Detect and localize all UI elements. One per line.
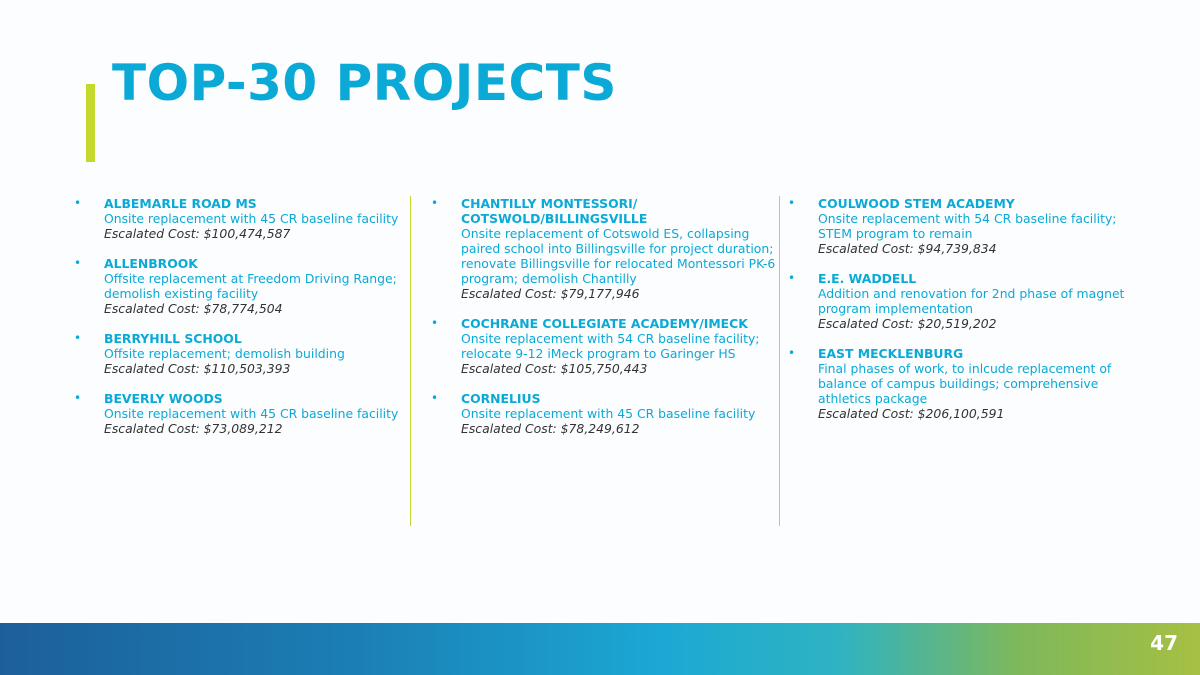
project-cost: Escalated Cost: $79,177,946: [461, 286, 640, 301]
project-cost: Escalated Cost: $20,519,202: [818, 316, 997, 331]
bullet-icon: •: [788, 271, 796, 285]
bullet-icon: •: [74, 331, 82, 345]
project-item: [431, 391, 779, 436]
bullet-icon: •: [74, 391, 82, 405]
project-item: [74, 391, 410, 436]
project-name: EAST MECKLENBURG: [818, 346, 964, 361]
project-name: BEVERLY WOODS: [104, 391, 223, 406]
project-name: BERRYHILL SCHOOL: [104, 331, 242, 346]
footer-gradient-band: [0, 623, 1200, 675]
bullet-icon: •: [788, 346, 796, 360]
project-item: [74, 196, 410, 241]
project-cost: Escalated Cost: $105,750,443: [461, 361, 648, 376]
project-description: Offsite replacement at Freedom Driving Range; demolish existing facility: [104, 271, 397, 301]
project-description: Onsite replacement with 54 CR baseline facility; STEM program to remain: [818, 211, 1117, 241]
project-column-1: [74, 196, 410, 451]
project-item: [74, 331, 410, 376]
project-cost: Escalated Cost: $73,089,212: [104, 421, 283, 436]
bullet-icon: •: [431, 196, 439, 210]
project-name: ALBEMARLE ROAD MS: [104, 196, 257, 211]
project-item: [431, 316, 779, 376]
project-item: [788, 346, 1129, 421]
project-name: CHANTILLY MONTESSORI/ COTSWOLD/BILLINGSVILLE: [461, 196, 648, 226]
project-description: Addition and renovation for 2nd phase of magnet program implementation: [818, 286, 1125, 316]
project-cost: Escalated Cost: $110,503,393: [104, 361, 291, 376]
project-name: CORNELIUS: [461, 391, 541, 406]
project-item: [74, 256, 410, 316]
project-description: Offsite replacement; demolish building: [104, 346, 345, 361]
project-description: Final phases of work, to inlcude replacement of balance of campus buildings; comprehensive athletics package: [818, 361, 1112, 406]
project-column-2: [410, 196, 779, 526]
project-name: COCHRANE COLLEGIATE ACADEMY/IMECK: [461, 316, 748, 331]
project-cost: Escalated Cost: $78,249,612: [461, 421, 640, 436]
project-item: [431, 196, 779, 301]
project-item: [788, 271, 1129, 331]
project-cost: Escalated Cost: $78,774,504: [104, 301, 283, 316]
project-cost: Escalated Cost: $206,100,591: [818, 406, 1005, 421]
project-name: COULWOOD STEM ACADEMY: [818, 196, 1015, 211]
project-description: Onsite replacement with 54 CR baseline facility; relocate 9-12 iMeck program to Garinger HS: [461, 331, 760, 361]
bullet-icon: •: [788, 196, 796, 210]
project-name: ALLENBROOK: [104, 256, 198, 271]
title-accent-bar: [86, 84, 95, 162]
page-title: TOP-30 PROJECTS: [112, 54, 617, 112]
project-description: Onsite replacement with 45 CR baseline facility: [104, 211, 399, 226]
project-column-3: [779, 196, 1129, 526]
project-cost: Escalated Cost: $94,739,834: [818, 241, 997, 256]
bullet-icon: •: [431, 391, 439, 405]
project-item: [788, 196, 1129, 256]
project-description: Onsite replacement with 45 CR baseline facility: [461, 406, 756, 421]
project-description: Onsite replacement of Cotswold ES, collapsing paired school into Billingsville for project duration; renovate Billingsville for relocated Montessori PK-6 program; demolish Chantilly: [461, 226, 776, 286]
page-number: 47: [1150, 631, 1178, 655]
bullet-icon: •: [74, 196, 82, 210]
bullet-icon: •: [431, 316, 439, 330]
project-cost: Escalated Cost: $100,474,587: [104, 226, 291, 241]
bullet-icon: •: [74, 256, 82, 270]
project-description: Onsite replacement with 45 CR baseline facility: [104, 406, 399, 421]
project-name: E.E. WADDELL: [818, 271, 917, 286]
